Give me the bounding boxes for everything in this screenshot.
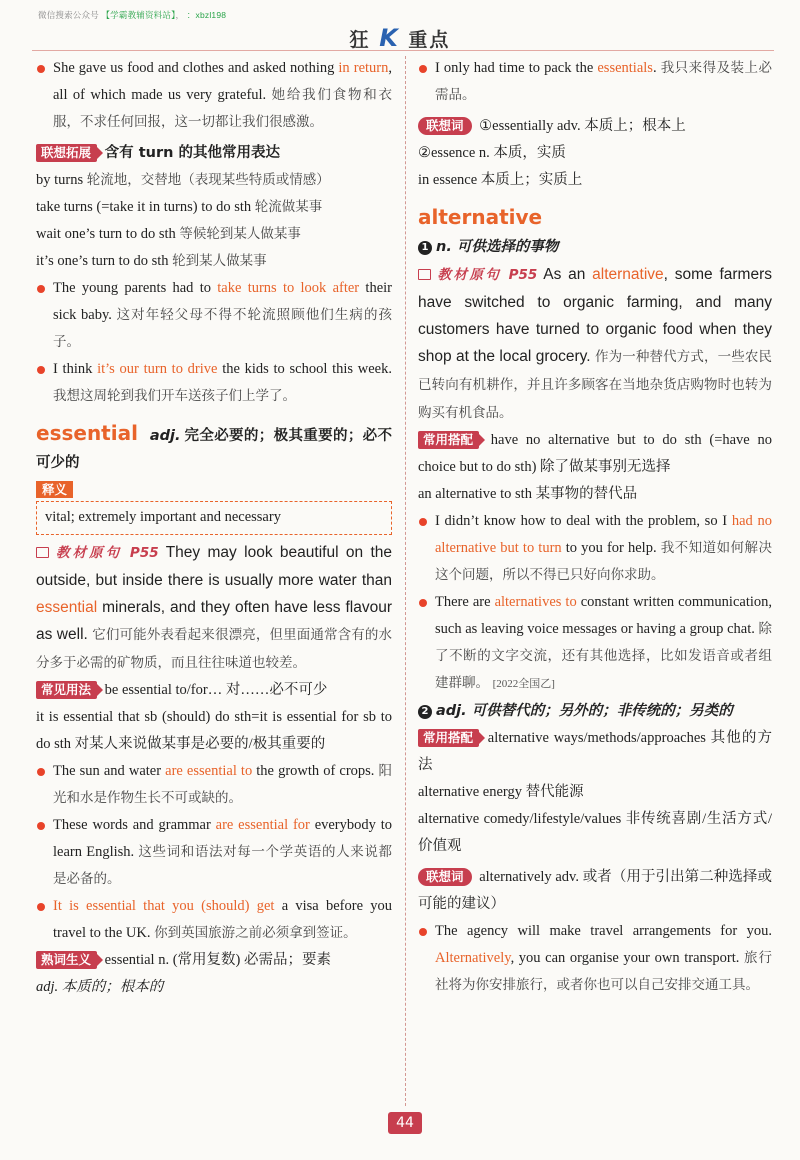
example-sentence: These words and grammar are essential for everybody to learn English. 这些词和语法对每一个学英语的人来说都是必备的。 [36,812,392,893]
page-number: 44 [388,1112,422,1134]
usage-line: it is essential that sb (should) do sth=it is essential for sb to do sth 对某人来说做某事是必要的/极其重要的 [36,709,392,752]
collocation-line: alternative energy 替代能源 [418,784,584,800]
book-icon [36,547,49,558]
new-meaning: 熟词生义 essential n. (常用复数) 必需品；要素 [36,947,392,974]
extend-heading: 联想拓展 含有 turn 的其他常用表达 [36,140,392,167]
example-sentence: She gave us food and clothes and asked nothing in return, all of which made us very grateful. 她给我们食物和衣服，不求任何回报，这一切都让我们很感激。 [36,55,392,136]
example-sentence: It is essential that you (should) get a visa before you travel to the UK. 你到英国旅游之前必须拿到签证。 [36,893,392,947]
example-sentence: The sun and water are essential to the growth of crops. 阳光和水是作物生长不可或缺的。 [36,758,392,812]
sense-heading: 2 adj. 可供替代的；另外的；非传统的；另类的 [418,698,772,725]
associated-word: ②essence n. 本质，实质 [418,145,566,161]
textbook-sentence: 教材原句 P55 As an alternative, some farmers have switched to organic farming, and many customers have turned to organic food when they shop at the local grocery. 作为一种替代方式，一些农民已转向有机耕作，并且许多顾客在当地杂货店购物时也转为购买有机食品。 [418,266,773,421]
new-meaning: adj. 本质的；根本的 [36,979,164,995]
collocation-line: an alternative to sth 某事物的替代品 [418,486,638,502]
usage-line: 常见用法 be essential to/for… 对……必不可少 [36,677,392,704]
headword-alternative: alternative [418,205,543,229]
phrase-item: it’s one’s turn to do sth 轮到某人做某事 [36,253,267,269]
page-title: 狂 K 重点 [349,24,451,52]
phrase-item: by turns 轮流地，交替地（表现某些特质或情感） [36,172,330,188]
book-icon [418,269,431,280]
example-sentence: I only had time to pack the essentials. 我只来得及装上必需品。 [418,55,772,109]
column-divider [405,56,406,1106]
right-column [418,55,772,999]
phrase-item: take turns (=take it in turns) to do sth 轮流做某事 [36,199,323,215]
associated-word: 联想词 alternatively adv. 或者（用于引出第二种选择或可能的建议） [418,869,772,912]
collocation-line: alternative comedy/lifestyle/values 非传统喜剧/生活方式/价值观 [418,811,772,854]
headword-essential: essential adj. 完全必要的；极其重要的；必不可少的 [36,421,393,471]
header-divider [32,50,774,51]
definition-box: 释义 vital; extremely important and necessary [36,481,392,535]
left-column [36,55,392,1001]
collocation-line: 常用搭配 alternative ways/methods/approaches 其他的方法 [418,730,772,773]
sense-heading: 1 n. 可供选择的事物 [418,234,772,261]
associated-word: in essence 本质上；实质上 [418,172,583,188]
collocation-line: 常用搭配 have no alternative but to do sth (=have no choice but to do sth) 除了做某事别无选择 [418,432,773,475]
example-sentence: I think it’s our turn to drive the kids to school this week. 我想这周轮到我们开车送孩子们上学了。 [36,356,392,410]
textbook-sentence: 教材原句 P55 They may look beautiful on the outside, but inside there is usually more water than essential minerals, and they often have less flavour as well. 它们可能外表看起来很漂亮，但里面通常含有的水分多于必需的矿物质，而且往往味道也较差。 [36,544,393,671]
example-sentence: I didn’t know how to deal with the problem, so I had no alternative but to turn to you for help. 我不知道如何解决这个问题，所以不得已只好向你求助。 [418,508,772,589]
associated-word: 联想词 ①essentially adv. 本质上；根本上 [418,113,772,140]
header-watermark: 微信搜索公众号 【学霸教辅资料站】， ：xbzl198 [38,10,227,20]
definition-text: vital; extremely important and necessary [36,501,392,535]
example-sentence: The agency will make travel arrangements for you. Alternatively, you can organise your own transport. 旅行社将为你安排旅行，或者你也可以自己安排交通工具。 [418,918,772,999]
example-sentence: The young parents had to take turns to look after their sick baby. 这对年轻父母不得不轮流照顾他们生病的孩子。 [36,275,392,356]
phrase-item: wait one’s turn to do sth 等候轮到某人做某事 [36,226,301,242]
example-sentence: There are alternatives to constant written communication, such as leaving voice messages or having a group chat. 除了不断的文字交流，还有其他选择，比如发语音或者组建群聊。 [2022全国乙] [418,589,772,698]
